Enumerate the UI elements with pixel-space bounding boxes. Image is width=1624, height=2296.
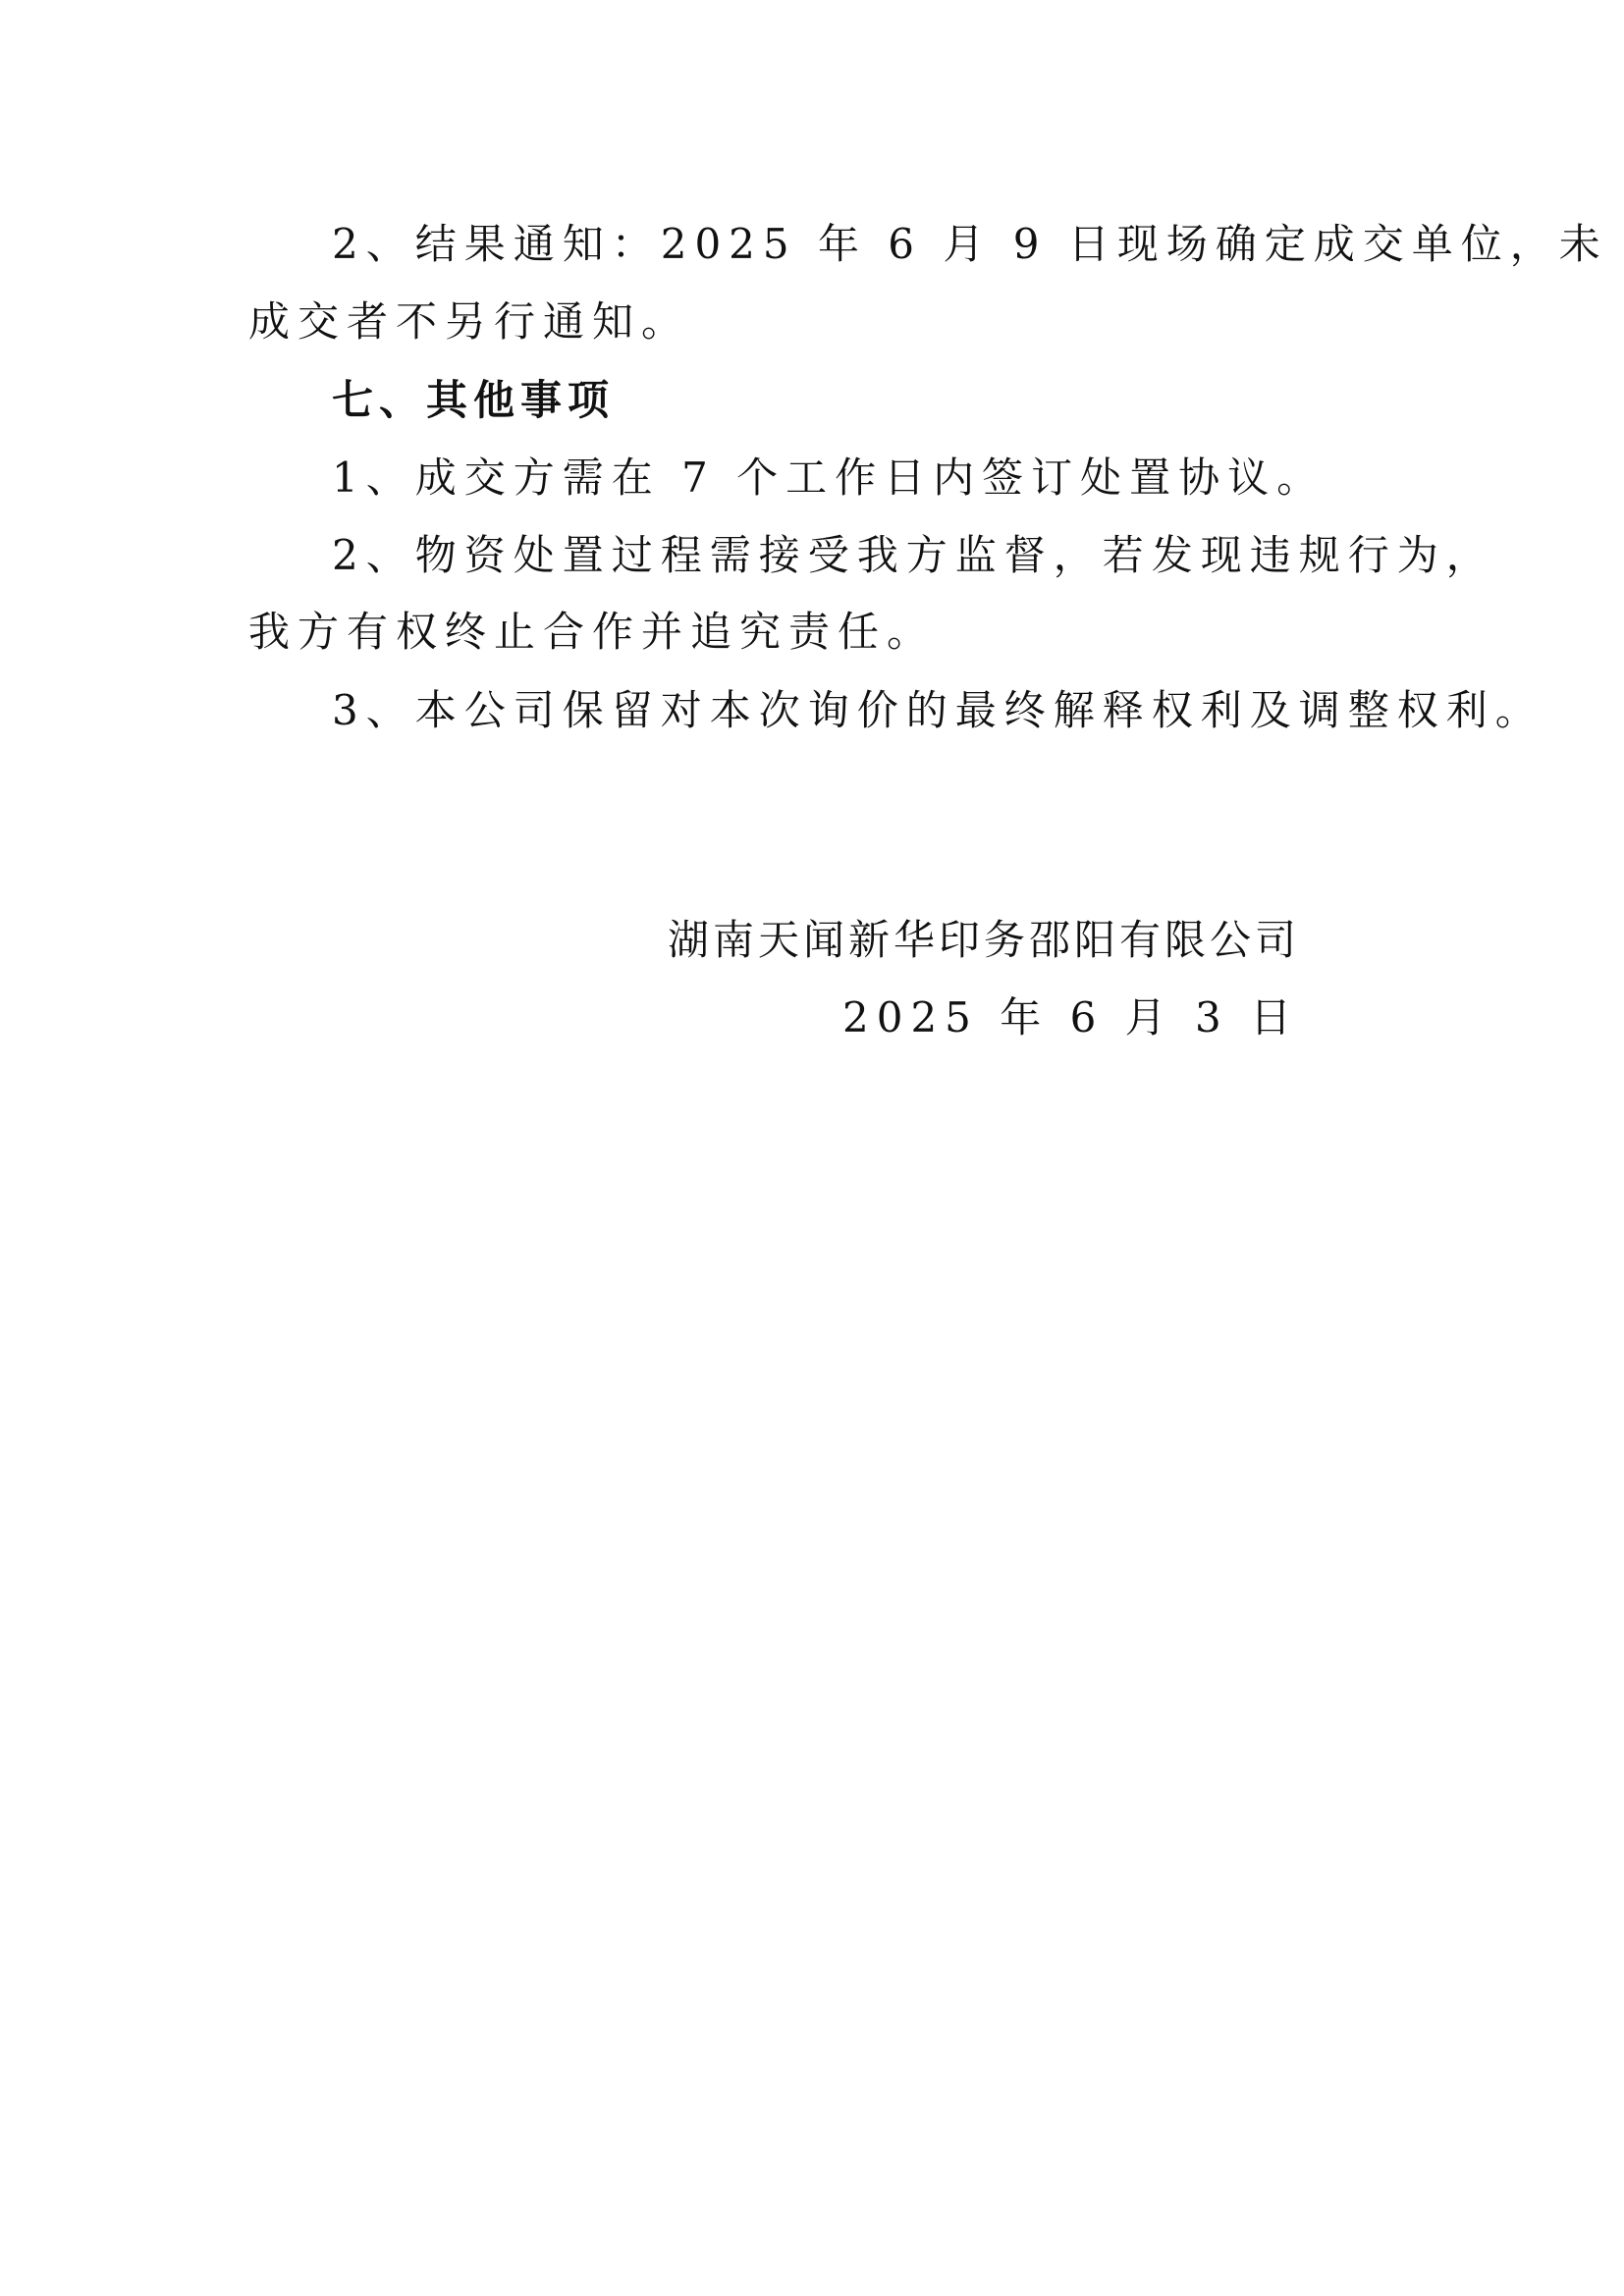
item-2-line-1: 2、物资处置过程需接受我方监督，若发现违规行为，	[332, 531, 1495, 579]
signature-date: 2025 年 6 月 3 日	[842, 993, 1300, 1041]
result-notice-line-2: 成交者不另行通知。	[248, 297, 691, 346]
signature-company: 湖南天闻新华印务邵阳有限公司	[668, 916, 1301, 964]
item-1: 1、成交方需在 7 个工作日内签订处置协议。	[332, 454, 1326, 502]
item-2-line-2: 我方有权终止合作并追究责任。	[248, 608, 937, 656]
item-3: 3、本公司保留对本次询价的最终解释权利及调整权利。	[332, 686, 1544, 734]
result-notice-line-1: 2、结果通知：2025 年 6 月 9 日现场确定成交单位，未	[332, 220, 1608, 268]
section-heading-other-matters: 七、其他事项	[332, 376, 616, 424]
